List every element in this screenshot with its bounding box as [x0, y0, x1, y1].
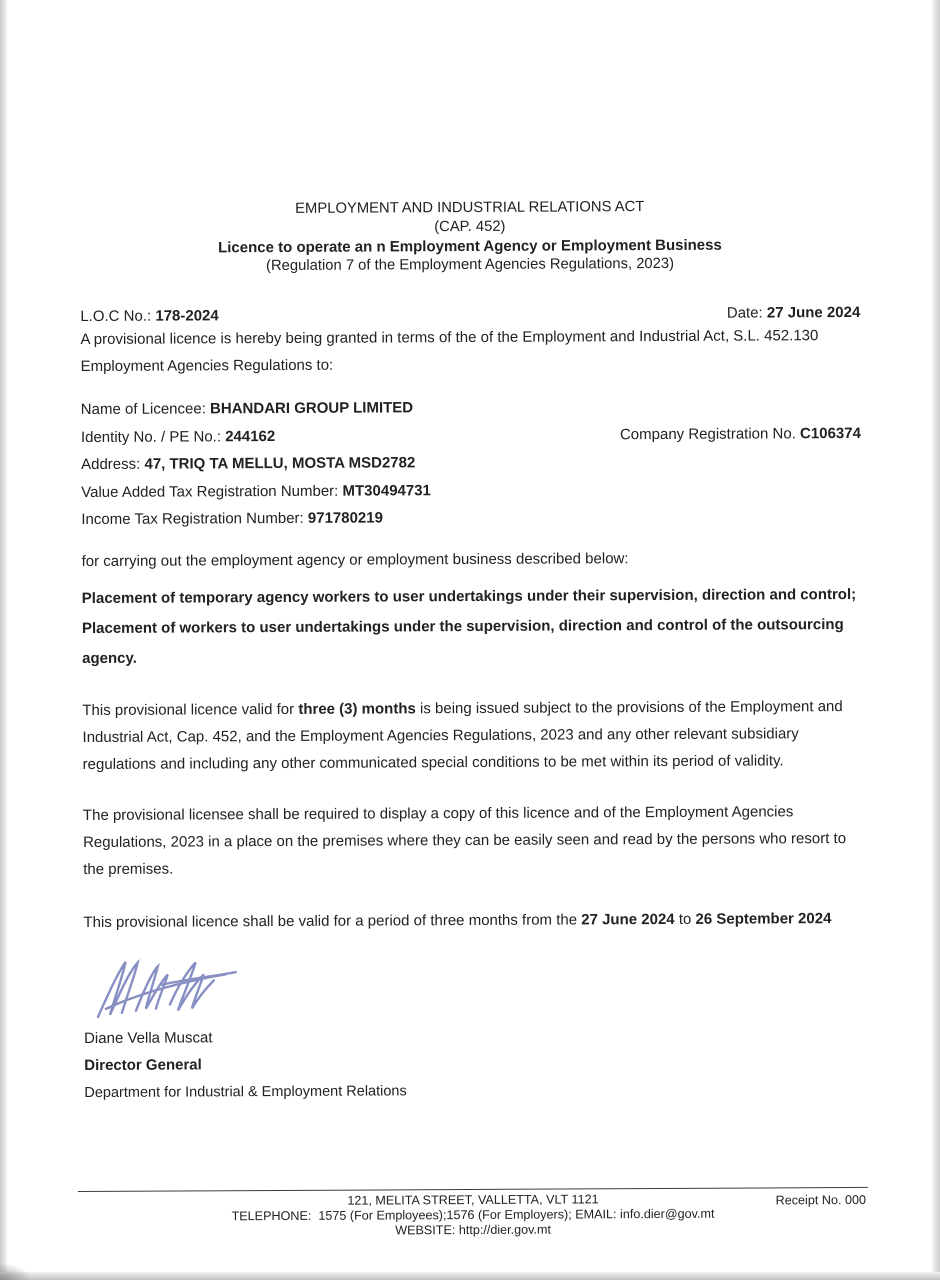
income-tax-value: 971780219 [307, 509, 383, 527]
display-requirement-paragraph: The provisional licensee shall be required to display a copy of this licence and of the Employment Agencies Regulations, 2023 in a place on the premises where they can be easily seen and read by the persons who resort to the premises. [82, 803, 847, 879]
carrying-out-line: for carrying out the employment agency or employment business described below: [81, 550, 629, 571]
company-reg-label: Company Registration No. [619, 424, 801, 443]
validity-period-line [83, 905, 863, 936]
document-footer [78, 1187, 868, 1240]
cap-number: (CAP. 452) [434, 218, 506, 236]
income-tax-row [81, 507, 861, 529]
vat-number [81, 482, 431, 502]
validity-paragraph [82, 693, 862, 778]
receipt-number: Receipt No. 000 [775, 1192, 866, 1208]
validity-pre: This provisional licence valid for [82, 700, 299, 720]
document-title-block [80, 197, 860, 277]
signature-area [92, 952, 242, 1025]
vat-row [81, 479, 861, 501]
validity-duration: three (3) months [298, 700, 416, 718]
signatory-name: Diane Vella Muscat [84, 1029, 213, 1048]
period-pre: This provisional licence shall be valid for a period of three months from the [83, 911, 582, 932]
signatory-department: Department for Industrial & Employment Relations [84, 1083, 407, 1102]
vat-label: Value Added Tax Registration Number: [81, 482, 343, 501]
issue-date [727, 304, 861, 323]
period-start-date: 27 June 2024 [581, 910, 675, 929]
loc-value: 178-2024 [155, 307, 219, 325]
placement-activity-1: Placement of temporary agency workers to user undertakings under their supervision, direction and control; [81, 585, 857, 608]
licencee-name-label: Name of Licencee: [80, 400, 211, 419]
company-reg-value: C106374 [799, 424, 861, 442]
identity-value: 244162 [225, 427, 276, 445]
licencee-name-value: BHANDARI GROUP LIMITED [209, 399, 414, 418]
period-end-date: 26 September 2024 [695, 910, 832, 928]
address-row [81, 452, 861, 474]
licencee-name-row [81, 397, 861, 419]
footer-telephone-email: TELEPHONE: 1575 (For Employees);1576 (For Employers); EMAIL: info.dier@gov.mt [231, 1206, 715, 1224]
act-title: EMPLOYMENT AND INDUSTRIAL RELATIONS ACT [295, 199, 645, 217]
placement-activity-2: Placement of workers to user undertakings under the supervision, direction and control of the outsourcing agency. [81, 616, 844, 668]
intro-paragraph: A provisional licence is hereby being granted in terms of the of the Employment and Industrial Act, S.L. 452.130 Employment Agencies Regulations to: [80, 327, 819, 376]
income-tax-label: Income Tax Registration Number: [81, 509, 308, 529]
photo-edge-left [0, 0, 7, 1280]
regulation-subtitle: (Regulation 7 of the Employment Agencies Regulations, 2023) [265, 255, 675, 275]
period-mid: to [674, 910, 696, 928]
licencee-address [81, 454, 415, 474]
loc-label: L.O.C No.: [80, 307, 156, 326]
placement-activities [82, 580, 862, 674]
footer-website: WEBSITE: http://dier.gov.mt [395, 1222, 552, 1237]
identity-number [81, 428, 275, 447]
identity-company-row [81, 424, 861, 446]
vat-value: MT30494731 [342, 481, 431, 500]
address-value: 47, TRIQ TA MELLU, MOSTA MSD2782 [144, 454, 416, 473]
loc-number [80, 307, 219, 326]
photo-edge-bottom [0, 1272, 940, 1280]
signature-scribble [92, 952, 242, 1025]
licence-document [79, 0, 865, 1102]
signatory-title: Director General [84, 1056, 202, 1075]
validity-post: is being issued subject to the provisions of the Employment and Industrial Act, Cap. 452, and the Employment Agencies Regulations, 2023 and any other relevant subsidiary regulations and including any other communicated special conditions to be met within its period of validity. [82, 698, 843, 774]
date-label: Date: [726, 304, 767, 322]
company-registration [620, 424, 861, 443]
photo-corner-shadow [0, 1264, 30, 1280]
licencee-name [81, 399, 413, 419]
licence-title: Licence to operate an n Employment Agency or Employment Business [218, 236, 722, 257]
income-tax-number [81, 509, 383, 529]
licencee-details [81, 397, 862, 529]
identity-label: Identity No. / PE No.: [80, 427, 226, 446]
date-value: 27 June 2024 [766, 303, 861, 322]
photo-edge-right [932, 0, 940, 1280]
address-label: Address: [81, 455, 145, 474]
footer-address: 121, MELITA STREET, VALLETTA, VLT 1121 [347, 1192, 599, 1208]
